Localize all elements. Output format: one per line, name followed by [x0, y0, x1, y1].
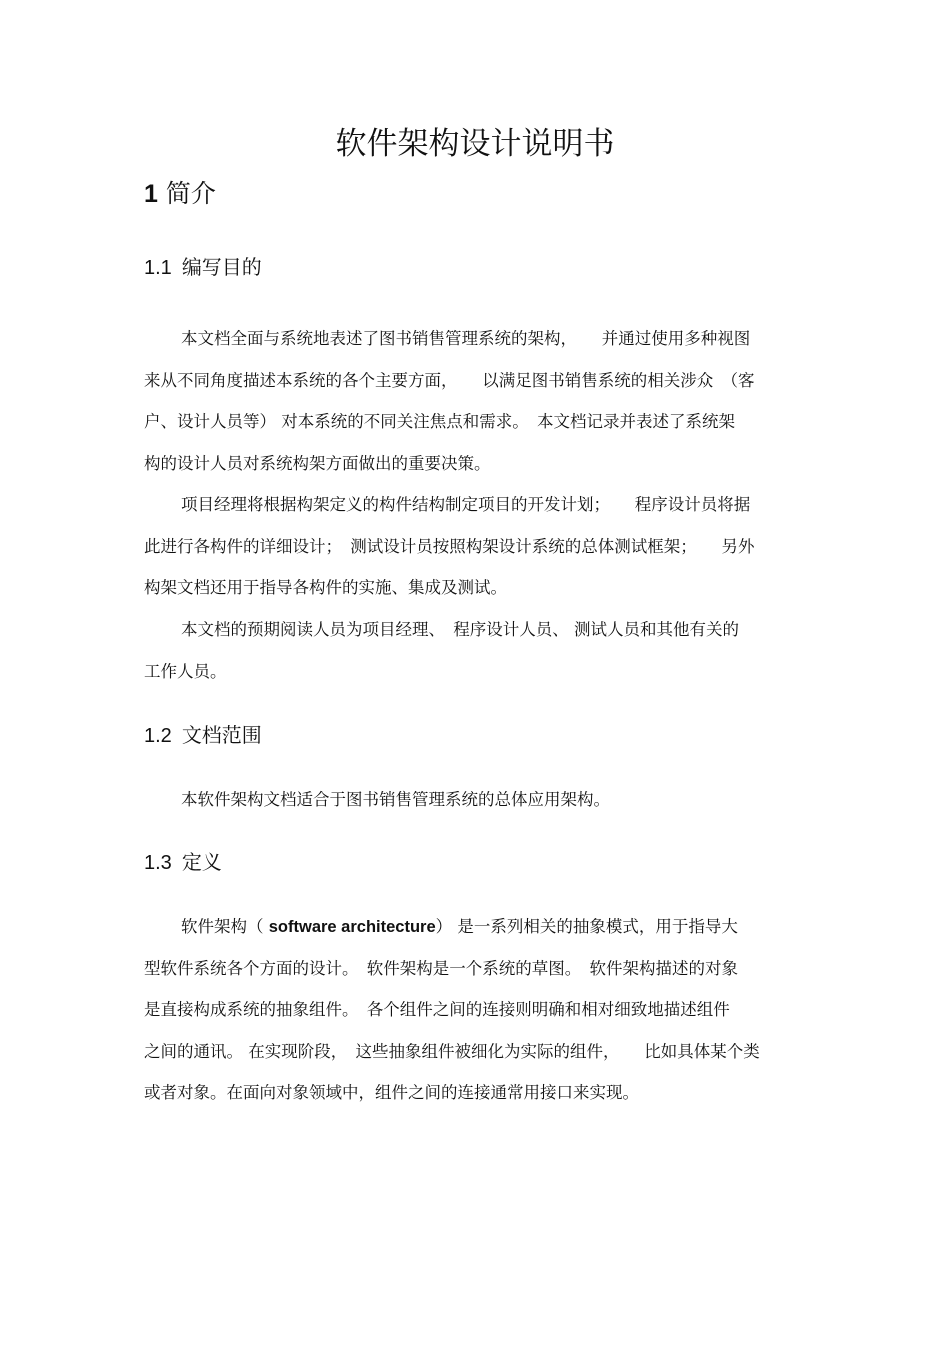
- paragraph-definition: [144, 906, 804, 1114]
- text-line: 之间的通讯。 在实现阶段， 这些抽象组件被细化为实际的组件， 比如具体某个类: [144, 1041, 760, 1061]
- subsection-heading-purpose: [144, 252, 262, 283]
- paragraph-purpose-2: [144, 484, 804, 609]
- subsection-number: 1.1: [144, 257, 172, 279]
- text-line: 来从不同角度描述本系统的各个主要方面， 以满足图书销售系统的相关涉众 （客: [144, 370, 755, 390]
- text-line: [144, 906, 804, 948]
- english-term: software architecture: [268, 918, 436, 936]
- subsection-label: 定义: [181, 850, 222, 874]
- text-line: 或者对象。在面向对象领域中，组件之间的连接通常用接口来实现。: [144, 1083, 639, 1102]
- section-number: 1: [144, 180, 158, 208]
- subsection-heading-definition: [144, 847, 222, 878]
- text-run: 软件架构（: [181, 917, 269, 936]
- document-title: 软件架构设计说明书: [335, 126, 615, 162]
- text-line: 此进行各构件的详细设计； 测试设计员按照构架设计系统的总体测试框架； 另外: [144, 536, 755, 556]
- text-line: 构的设计人员对系统构架方面做出的重要决策。: [144, 453, 491, 473]
- section-heading-intro: [144, 176, 216, 212]
- text-run: ） 是一系列相关的抽象模式，用于指导大: [435, 917, 738, 936]
- paragraph-purpose-3: [144, 609, 804, 692]
- subsection-heading-scope: [144, 720, 262, 751]
- text-line: 工作人员。: [144, 661, 227, 681]
- text-line: 构架文档还用于指导各构件的实施、集成及测试。: [144, 578, 507, 597]
- text-line: 本文档全面与系统地表述了图书销售管理系统的架构， 并通过使用多种视图: [181, 329, 751, 348]
- text-line: 型软件系统各个方面的设计。 软件架构是一个系统的草图。 软件架构描述的对象: [144, 958, 738, 978]
- text-line: 本软件架构文档适合于图书销售管理系统的总体应用架构。: [181, 790, 610, 809]
- text-line: 是直接构成系统的抽象组件。 各个组件之间的连接则明确和相对细致地描述组件: [144, 1000, 730, 1019]
- paragraph-scope: [144, 779, 804, 821]
- section-label: 简介: [165, 179, 216, 208]
- text-line: 户、设计人员等） 对本系统的不同关注焦点和需求。 本文档记录并表述了系统架: [144, 412, 735, 431]
- subsection-number: 1.2: [144, 725, 172, 747]
- subsection-label: 编写目的: [181, 255, 262, 279]
- text-line: 本文档的预期阅读人员为项目经理、 程序设计人员、 测试人员和其他有关的: [181, 620, 739, 639]
- subsection-label: 文档范围: [181, 723, 262, 747]
- paragraph-purpose-1: [144, 318, 804, 484]
- subsection-number: 1.3: [144, 852, 172, 874]
- text-line: 项目经理将根据构架定义的构件结构制定项目的开发计划； 程序设计员将据: [181, 495, 751, 514]
